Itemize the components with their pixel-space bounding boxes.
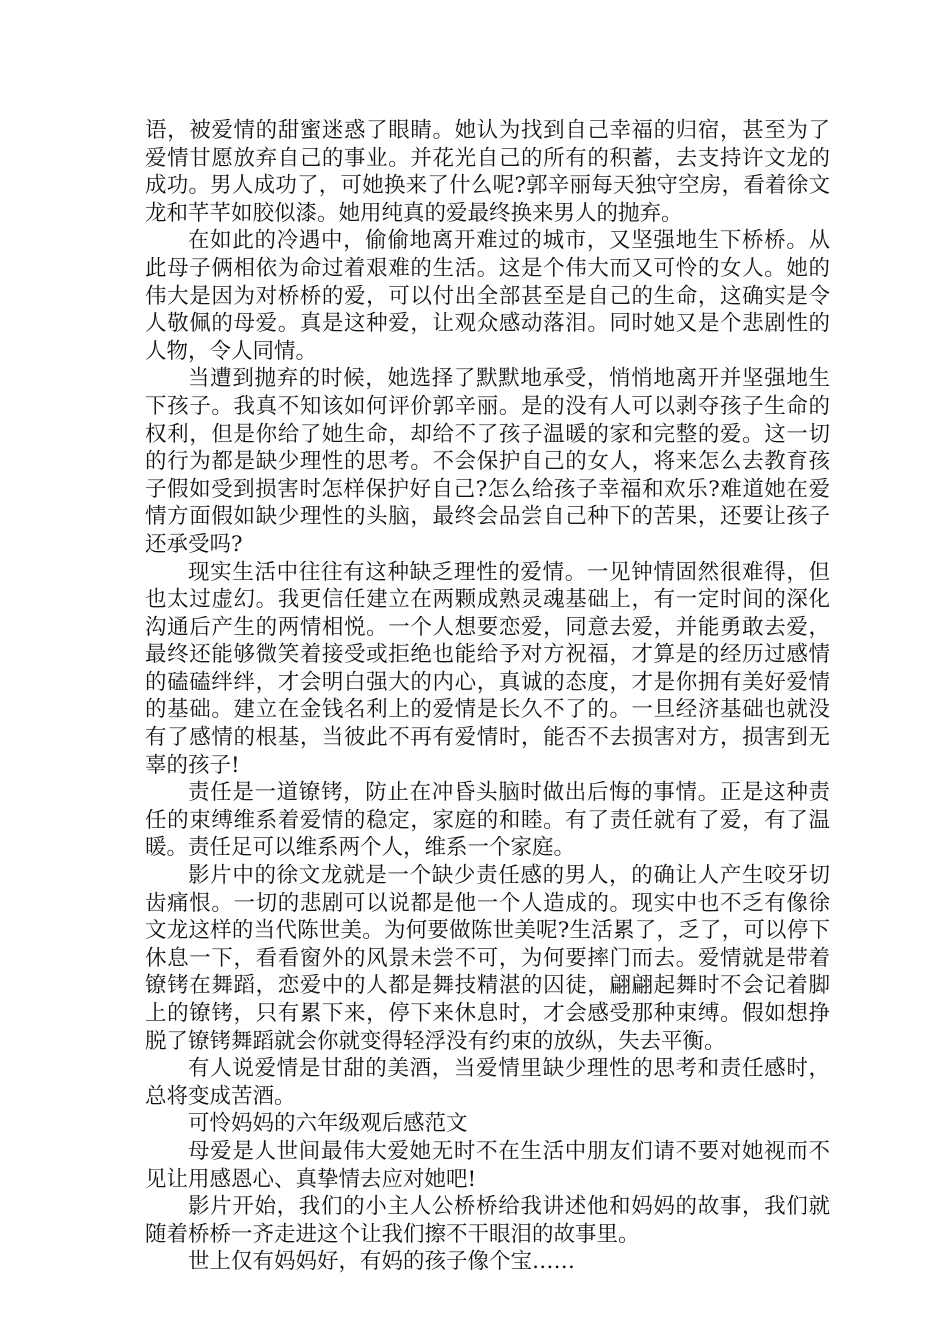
paragraph: 现实生活中往往有这种缺乏理性的爱情。一见钟情固然很难得，但也太过虚幻。我更信任建立在两颗成熟灵魂基础上，有一定时间的深化沟通后产生的两情相悦。一个人想要恋爱，同意去爱，并能勇敢去爱，最终还能够微笑着接受或拒绝也能给予对方祝福，才算是的经历过感情的磕磕绊绊，才会明白强大的内心，真诚的态度，才是你拥有美好爱情的基础。建立在金钱名利上的爱情是长久不了的。一旦经济基础也就没有了感情的根基，当彼此不再有爱情时，能否不去损害对方，损害到无辜的孩子! [145, 559, 830, 778]
document-page [145, 117, 830, 1276]
paragraph: 语，被爱情的甜蜜迷惑了眼睛。她认为找到自己幸福的归宿，甚至为了爱情甘愿放弃自己的事业。并花光自己的所有的积蓄，去支持许文龙的成功。男人成功了，可她换来了什么呢?郭辛丽每天独守空房，看着徐文龙和芊芊如胶似漆。她用纯真的爱最终换来男人的抛弃。 [145, 118, 830, 226]
paragraph: 世上仅有妈妈好，有妈的孩子像个宝…… [188, 1249, 576, 1275]
paragraph: 影片中的徐文龙就是一个缺少责任感的男人，的确让人产生咬牙切齿痛恨。一切的悲剧可以说都是他一个人造成的。现实中也不乏有像徐文龙这样的当代陈世美。为何要做陈世美呢?生活累了，乏了，可以停下休息一下，看看窗外的风景未尝不可，为何要摔门而去。爱情就是带着镣铐在舞蹈，恋爱中的人都是舞技精湛的囚徒，翩翩起舞时不会记着脚上的镣铐，只有累下来，停下来休息时，才会感受那种束缚。假如想挣脱了镣铐舞蹈就会你就变得轻浮没有约束的放纵，失去平衡。 [145, 863, 830, 1054]
paragraph: 在如此的冷遇中，偷偷地离开难过的城市，又坚强地生下桥桥。从此母子俩相依为命过着艰难的生活。这是个伟大而又可怜的女人。她的伟大是因为对桥桥的爱，可以付出全部甚至是自己的生命，这确实是令人敬佩的母爱。真是这种爱，让观众感动落泪。同时她又是个悲剧性的人物，令人同情。 [145, 228, 830, 364]
paragraph: 当遭到抛弃的时候，她选择了默默地承受，悄悄地离开并坚强地生下孩子。我真不知该如何评价郭辛丽。是的没有人可以剥夺孩子生命的权利，但是你给了她生命，却给不了孩子温暖的家和完整的爱。这一切的行为都是缺少理性的思考。不会保护自己的女人，将来怎么去教育孩子假如受到损害时怎样保护好自己?怎么给孩子幸福和欢乐?难道她在爱情方面假如缺少理性的头脑，最终会品尝自己种下的苦果，还要让孩子还承受吗? [145, 366, 830, 557]
paragraph: 影片开始，我们的小主人公桥桥给我讲述他和妈妈的故事，我们就随着桥桥一齐走进这个让我们擦不干眼泪的故事里。 [145, 1194, 830, 1247]
paragraph: 有人说爱情是甘甜的美酒，当爱情里缺少理性的思考和责任感时，总将变成苦酒。 [145, 1056, 830, 1109]
section-title: 可怜妈妈的六年级观后感范文 [188, 1111, 468, 1137]
paragraph: 责任是一道镣铐，防止在冲昏头脑时做出后悔的事情。正是这种责任的束缚维系着爱情的稳定，家庭的和睦。有了责任就有了爱，有了温暖。责任足可以维系两个人，维系一个家庭。 [145, 780, 830, 861]
paragraph: 母爱是人世间最伟大爱她无时不在生活中朋友们请不要对她视而不见让用感恩心、真挚情去应对她吧! [145, 1138, 830, 1192]
